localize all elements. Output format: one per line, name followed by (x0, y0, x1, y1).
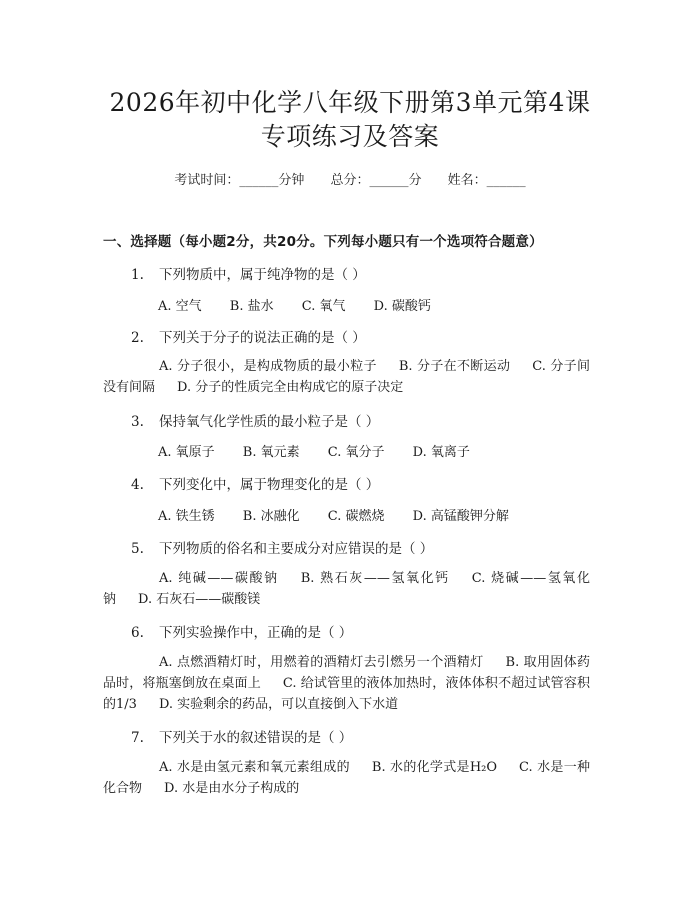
option-d: D. 碳酸钙 (373, 299, 431, 314)
question-6-options (103, 652, 590, 715)
page-title-line1: 2026年初中化学八年级下册第3单元第4课 (109, 88, 591, 117)
option-a: A. 铁生锈 (158, 509, 215, 524)
question-5: 5. 下列物质的俗名和主要成分对应错误的是（ ） (131, 541, 434, 557)
section-heading: 一、选择题（每小题2分，共20分。下列每小题只有一个选项符合题意） (103, 234, 543, 250)
question-3-options (158, 441, 494, 460)
option-c: C. 分子间没有间隔 (103, 359, 591, 395)
question-4: 4. 下列变化中，属于物理变化的是（ ） (131, 477, 380, 493)
question-6: 6. 下列实验操作中，正确的是（ ） (131, 625, 353, 641)
option-b: B. 水的化学式是H₂O (371, 760, 498, 775)
option-b: B. 分子在不断运动 (398, 359, 511, 374)
question-1-options (158, 295, 455, 314)
option-b: B. 熟石灰——氢氧化钙 (300, 571, 450, 586)
option-a: A. 分子很小，是构成物质的最小粒子 (159, 359, 377, 374)
option-b: B. 取用固体药品时，将瓶塞倒放在桌面上 (103, 655, 590, 691)
option-d: D. 石灰石——碳酸镁 (138, 592, 261, 607)
option-a: A. 水是由氢元素和氧元素组成的 (159, 760, 350, 775)
question-4-options (158, 505, 533, 524)
question-3: 3. 保持氧气化学性质的最小粒子是（ ） (131, 414, 380, 430)
option-d: D. 氧离子 (412, 445, 470, 460)
option-b: B. 盐水 (229, 299, 274, 314)
question-7: 7. 下列关于水的叙述错误的是（ ） (131, 730, 353, 746)
question-7-options (103, 757, 590, 799)
exam-meta (0, 169, 700, 188)
time-field: 考试时间：______分钟 (174, 173, 305, 188)
score-field: 总分：______分 (330, 173, 422, 188)
option-c: C. 给试管里的液体加热时，液体体积不超过试管容积的1/3 (103, 676, 590, 712)
option-a: A. 空气 (158, 299, 202, 314)
question-2-options (103, 356, 590, 398)
option-c: C. 氧气 (301, 299, 346, 314)
option-b: B. 氧元素 (242, 445, 300, 460)
option-a: A. 点燃酒精灯时，用燃着的酒精灯去引燃另一个酒精灯 (159, 655, 484, 670)
name-field: 姓名：______ (447, 173, 526, 188)
question-1: 1. 下列物质中，属于纯净物的是（ ） (131, 267, 366, 283)
option-c: C. 氧分子 (327, 445, 385, 460)
option-a: A. 纯碱——碳酸钠 (159, 571, 279, 586)
option-c: C. 碳燃烧 (327, 509, 385, 524)
option-c: C. 烧碱——氢氧化钠 (103, 571, 590, 607)
option-c: C. 水是一种化合物 (103, 760, 591, 796)
option-b: B. 冰融化 (242, 509, 300, 524)
option-d: D. 实验剩余的药品，可以直接倒入下水道 (158, 697, 399, 712)
option-d: D. 高锰酸钾分解 (412, 509, 509, 524)
page-title-line2: 专项练习及答案 (260, 122, 440, 151)
question-2: 2. 下列关于分子的说法正确的是（ ） (131, 330, 366, 346)
option-d: D. 水是由水分子构成的 (164, 781, 300, 796)
option-d: D. 分子的性质完全由构成它的原子决定 (177, 380, 404, 395)
option-a: A. 氧原子 (158, 445, 215, 460)
question-5-options (103, 568, 590, 610)
